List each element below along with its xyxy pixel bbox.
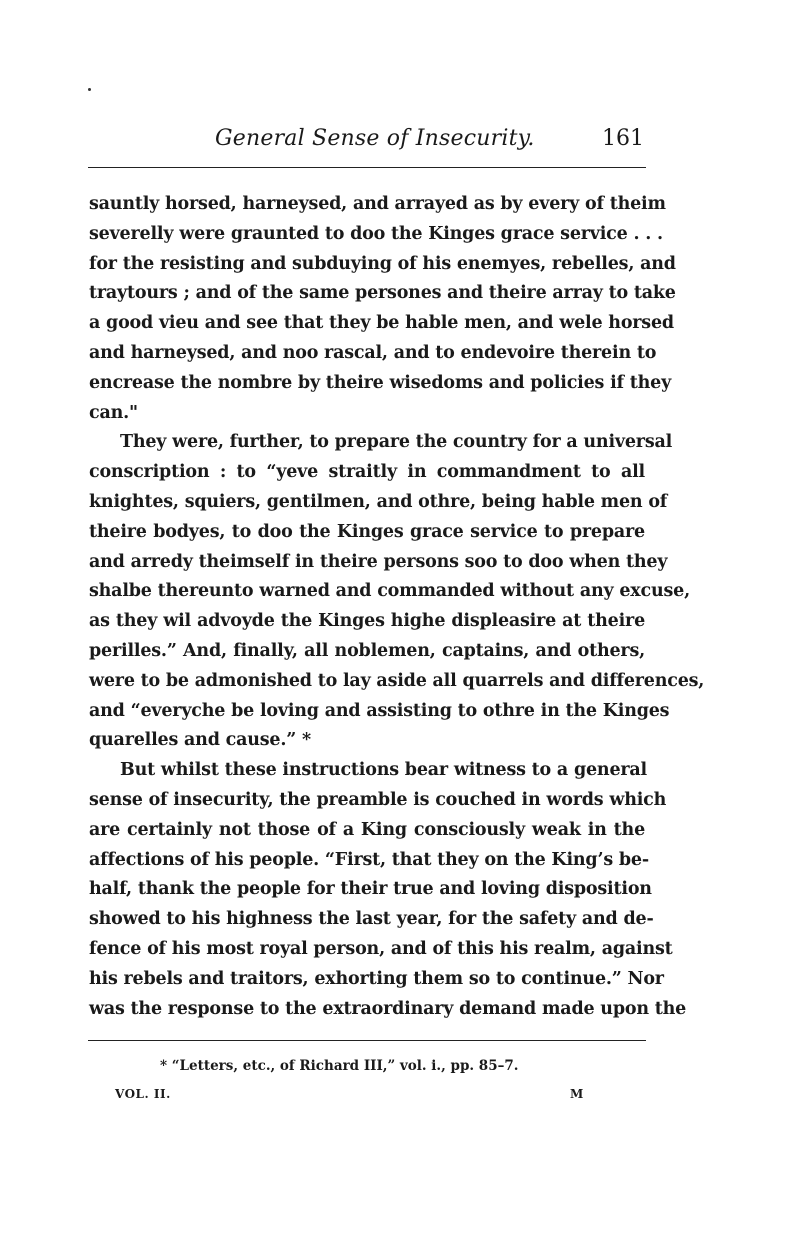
running-head-title: General Sense of Insecurity. xyxy=(215,126,535,151)
footnote-rule xyxy=(88,1040,646,1041)
text-line: was the response to the extraordinary demand made upon the xyxy=(89,998,687,1019)
footnote: * “Letters, etc., of Richard III,” vol. i., pp. 85–7. xyxy=(160,1058,519,1074)
page-number: 161 xyxy=(602,126,644,151)
body-text xyxy=(89,190,705,1024)
text-line: shalbe thereunto warned and commanded without any excuse, xyxy=(89,581,690,602)
text-line: sauntly horsed, harneysed, and arrayed as by every of theim xyxy=(89,194,666,214)
text-line: showed to his highness the last year, for the safety and de- xyxy=(89,909,654,930)
text-line: knightes, squiers, gentilmen, and othre, being hable men of xyxy=(89,491,668,512)
text-line: sense of insecurity, the preamble is couched in words which xyxy=(89,789,667,810)
text-line: a good vieu and see that they be hable men, and wele horsed xyxy=(89,313,674,334)
volume-signature: VOL. II. xyxy=(115,1087,171,1101)
text-line: are certainly not those of a King consciously weak in the xyxy=(89,819,645,840)
text-line: his rebels and traitors, exhorting them so to continue.” Nor xyxy=(89,968,664,989)
text-line: conscription : to “yeve straitly in commandment to all xyxy=(89,462,645,483)
text-line: and “everyche be loving and assisting to othre in the Kinges xyxy=(89,700,670,721)
text-line: half, thank the people for their true and loving disposition xyxy=(89,879,652,900)
text-line: quarelles and cause.” * xyxy=(89,730,311,751)
text-line: were to be admonished to lay aside all quarrels and differences, xyxy=(89,670,705,691)
text-line: severelly were graunted to doo the Kinges grace service . . . xyxy=(89,223,663,244)
text-line: fence of his most royal person, and of this his realm, against xyxy=(89,938,673,959)
header-rule xyxy=(88,167,646,168)
text-line: traytours ; and of the same persones and theire array to take xyxy=(89,283,676,304)
signature-mark: M xyxy=(570,1087,584,1101)
text-line: and arredy theimself in theire persons soo to doo when they xyxy=(89,551,668,572)
text-line: affections of his people. “First, that they on the King’s be- xyxy=(89,849,649,870)
text-line: for the resisting and subduying of his enemyes, rebelles, and xyxy=(89,253,676,274)
text-line: and harneysed, and noo rascal, and to endevoire therein to xyxy=(89,342,657,363)
text-line: perilles.” And, finally, all noblemen, captains, and others, xyxy=(89,640,645,661)
text-line: can." xyxy=(89,402,138,423)
text-line: theire bodyes, to doo the Kinges grace service to prepare xyxy=(89,521,645,542)
text-line: encrease the nombre by theire wisedoms and policies if they xyxy=(89,372,672,393)
text-line: as they wil advoyde the Kinges highe displeasire at theire xyxy=(89,611,645,632)
text-line: They were, further, to prepare the country for a universal xyxy=(120,432,673,453)
text-line: But whilst these instructions bear witness to a general xyxy=(120,760,647,781)
print-speck xyxy=(88,88,91,91)
